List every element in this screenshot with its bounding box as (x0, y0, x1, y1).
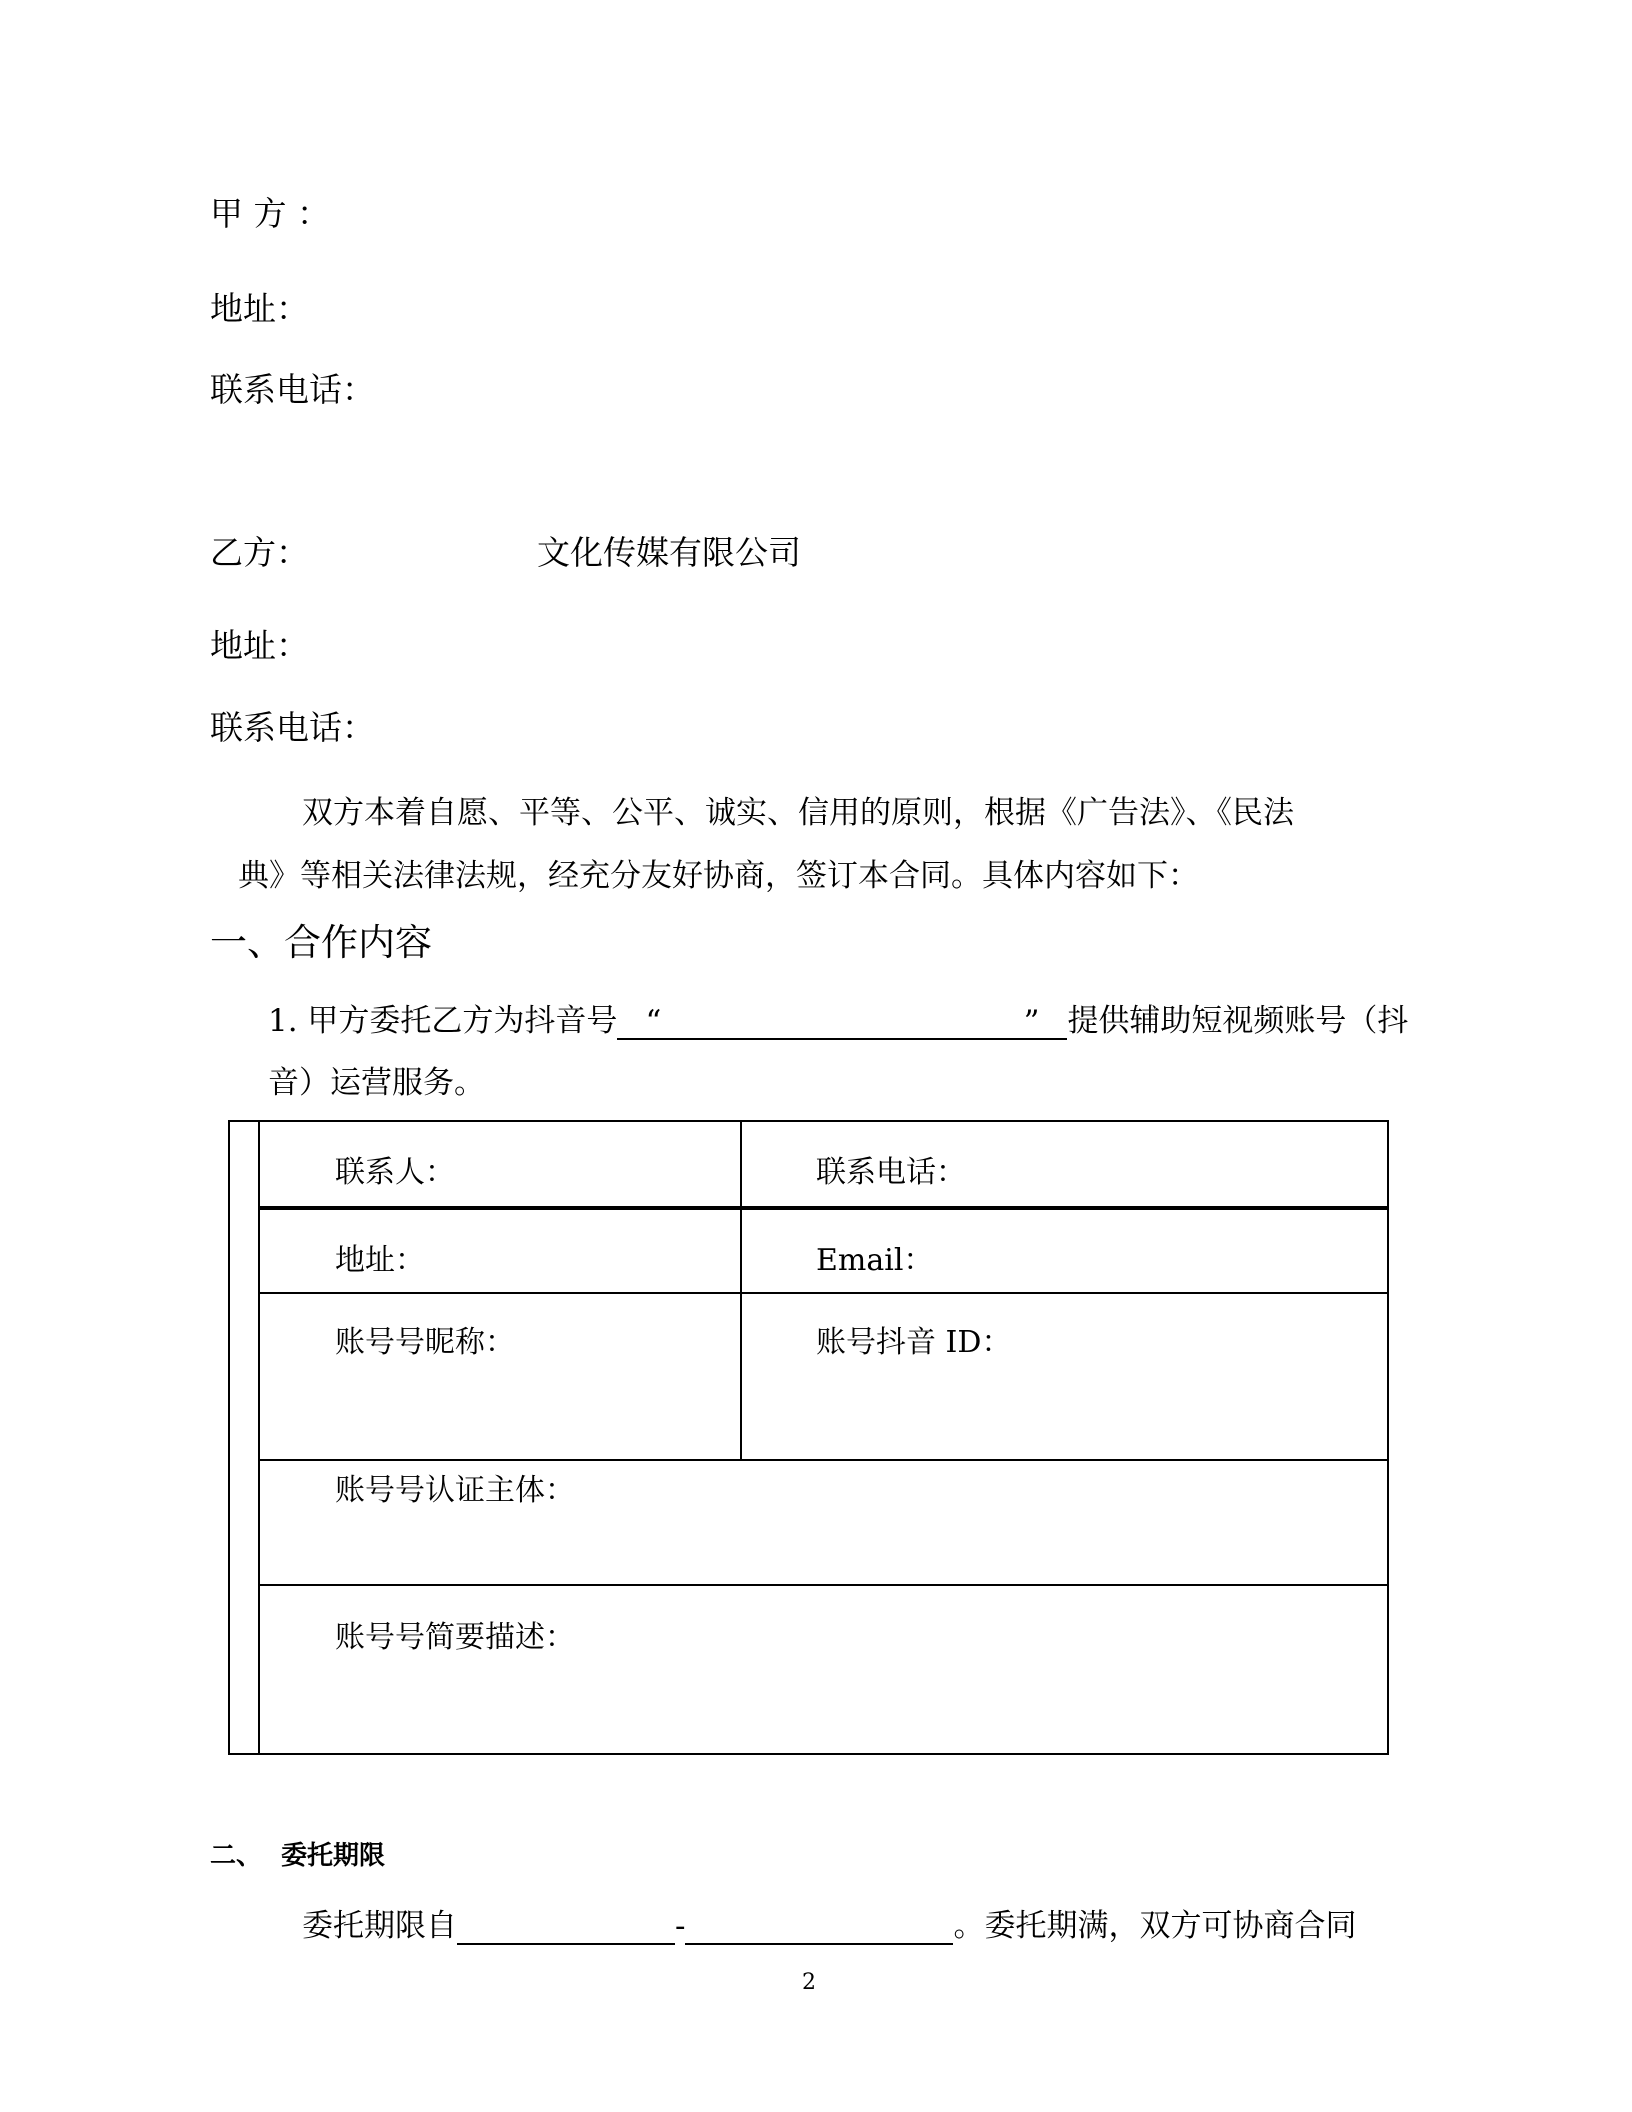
item-1-suffix: 提供辅助短视频账号（抖 (1067, 1003, 1409, 1039)
section-1-item-1-line-2: 音）运营服务。 (268, 1065, 485, 1101)
section-1-item-1 (268, 995, 1408, 1040)
term-dash: - (675, 1908, 686, 1944)
cell-address: 地址： (335, 1243, 425, 1278)
section-2-line (302, 1900, 1356, 1945)
party-b-phone-label: 联系电话： (210, 708, 375, 747)
cell-contact-phone: 联系电话： (816, 1155, 966, 1190)
term-end-blank[interactable] (685, 1909, 953, 1945)
party-a-phone-label: 联系电话： (210, 370, 375, 409)
cell-contact-person: 联系人： (335, 1155, 455, 1190)
page-number: 2 (802, 1970, 816, 1995)
table-row-divider-2 (258, 1292, 1389, 1294)
cell-email: Email： (816, 1243, 934, 1278)
party-b-company: 文化传媒有限公司 (537, 533, 801, 572)
term-start-blank[interactable] (457, 1909, 675, 1945)
party-b-label: 乙方： (210, 533, 309, 572)
term-suffix: 。委托期满，双方可协商合同 (953, 1908, 1357, 1944)
intro-line-1: 双方本着自愿、平等、公平、诚实、信用的原则，根据《广告法》、《民法 (302, 795, 1294, 831)
item-1-prefix: 1. 甲方委托乙方为抖音号 (268, 1003, 618, 1039)
section-1-heading: 一、合作内容 (210, 921, 432, 964)
table-left-column-divider (258, 1120, 260, 1755)
close-quote: ” (1023, 1004, 1040, 1040)
party-a-label: 甲 方 ： (210, 194, 330, 233)
intro-line-2: 典》等相关法律法规，经充分友好协商，签订本合同。具体内容如下： (238, 858, 1199, 894)
table-middle-divider (740, 1120, 742, 1460)
cell-cert-subject: 账号号认证主体： (335, 1473, 575, 1508)
douyin-account-blank[interactable] (617, 1004, 1067, 1040)
cell-brief-desc: 账号号简要描述： (335, 1620, 575, 1655)
section-2-number: 二、 (210, 1841, 263, 1871)
party-a-address-label: 地址： (210, 289, 309, 328)
table-outer-border (228, 1120, 1389, 1755)
table-row-divider-1 (258, 1206, 1389, 1210)
cell-nickname: 账号号昵称： (335, 1325, 515, 1360)
party-b-address-label: 地址： (210, 626, 309, 665)
term-prefix: 委托期限自 (302, 1908, 457, 1944)
table-row-divider-3 (258, 1459, 1389, 1461)
cell-douyin-id: 账号抖音 ID： (816, 1325, 1012, 1360)
section-2-heading: 委托期限 (281, 1841, 386, 1871)
table-row-divider-4 (258, 1584, 1389, 1586)
open-quote: “ (645, 1004, 662, 1040)
